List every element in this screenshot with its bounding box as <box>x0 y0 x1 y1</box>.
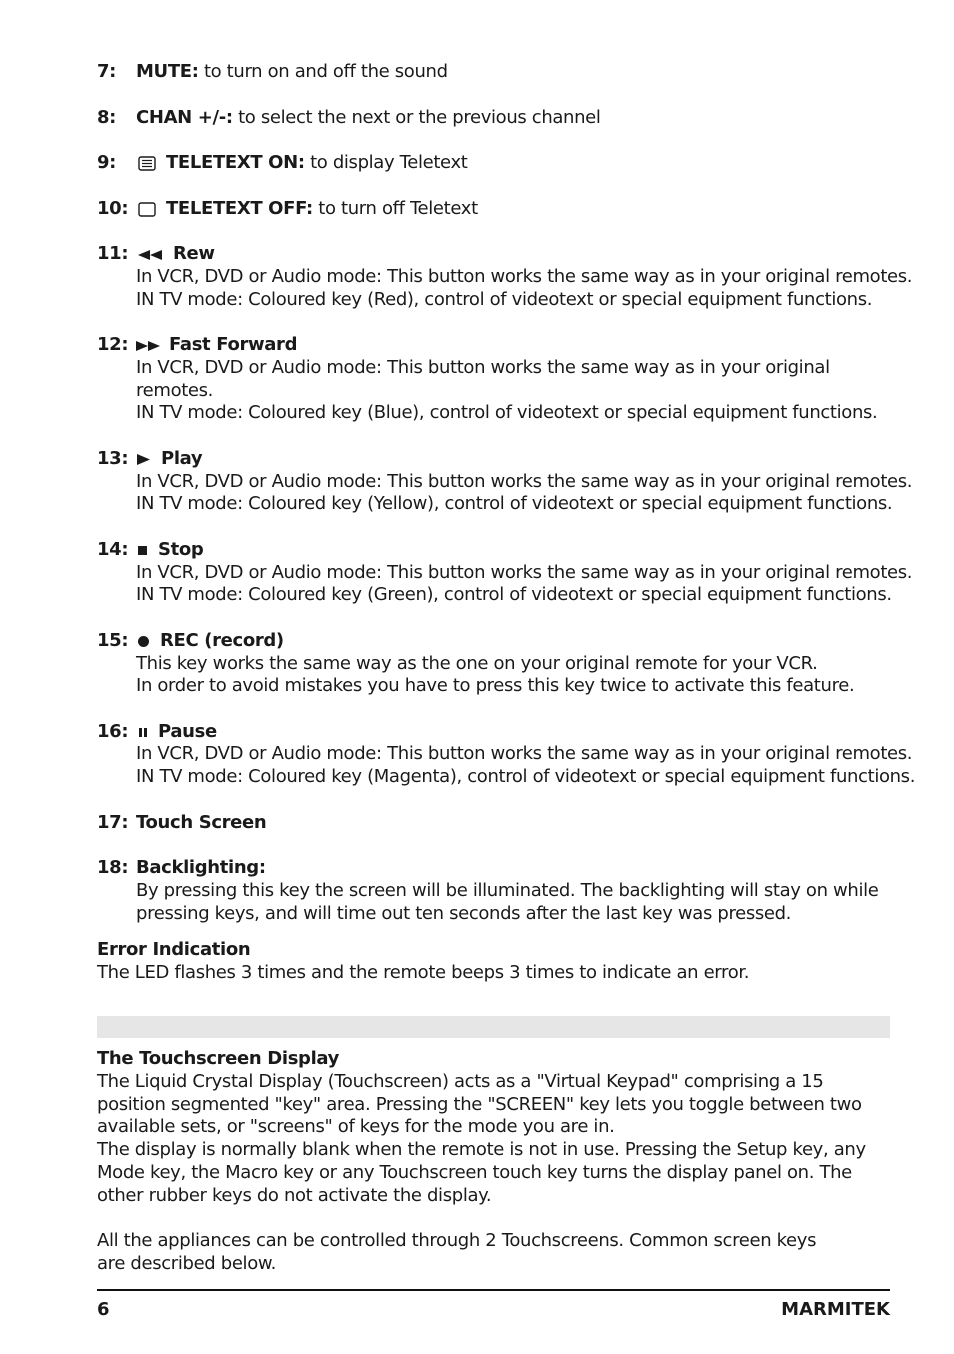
item-number: 8: <box>97 107 117 128</box>
item-desc-line: IN TV mode: Coloured key (Red), control of videotext or special equipment functions. <box>136 289 873 310</box>
item-number: 10: <box>97 198 129 219</box>
item-mute <box>136 61 448 83</box>
item-chan <box>136 107 601 129</box>
error-heading: Error Indication <box>97 939 251 960</box>
item-label: MUTE: <box>136 61 199 82</box>
item-desc-line: This key works the same way as the one on your original remote for your VCR. <box>136 653 818 674</box>
touchscreen-line: are described below. <box>97 1253 276 1274</box>
touchscreen-line: The display is normally blank when the remote is not in use. Pressing the Setup key, any <box>97 1139 866 1160</box>
rewind-icon <box>138 250 164 260</box>
item-number: 18: <box>97 857 129 878</box>
item-number: 7: <box>97 61 117 82</box>
brand-name: MARMITEK <box>781 1299 890 1320</box>
item-desc-line: In order to avoid mistakes you have to press this key twice to activate this feature. <box>136 675 855 696</box>
teletext-on-icon <box>138 156 156 171</box>
section-divider-band <box>97 1016 890 1038</box>
stop-icon <box>138 546 148 556</box>
item-teletext-off <box>166 198 478 220</box>
touchscreen-line: Mode key, the Macro key or any Touchscreen touch key turns the display panel on. The <box>97 1162 852 1183</box>
item-number: 9: <box>97 152 117 173</box>
item-desc-line: In VCR, DVD or Audio mode: This button works the same way as in your original remotes. <box>136 471 913 492</box>
item-label: REC (record) <box>160 630 284 651</box>
item-desc-line: In VCR, DVD or Audio mode: This button works the same way as in your original remotes. <box>136 266 913 287</box>
item-desc-line: By pressing this key the screen will be illuminated. The backlighting will stay on while <box>136 880 879 901</box>
teletext-off-icon <box>138 202 156 217</box>
item-label: Backlighting: <box>136 857 266 878</box>
item-desc-line: IN TV mode: Coloured key (Yellow), control of videotext or special equipment functions. <box>136 493 893 514</box>
pause-icon <box>139 728 149 738</box>
item-label: TELETEXT ON: <box>166 152 305 173</box>
item-label: TELETEXT OFF: <box>166 198 313 219</box>
item-label: Rew <box>173 243 215 264</box>
item-label: Touch Screen <box>136 812 267 833</box>
error-text: The LED flashes 3 times and the remote beeps 3 times to indicate an error. <box>97 962 750 983</box>
touchscreen-heading: The Touchscreen Display <box>97 1048 340 1069</box>
item-number: 14: <box>97 539 129 560</box>
item-number: 12: <box>97 334 129 355</box>
footer-rule <box>97 1289 890 1291</box>
item-text: to display Teletext <box>310 152 468 173</box>
item-label: Stop <box>158 539 204 560</box>
item-label: Pause <box>158 721 217 742</box>
item-number: 17: <box>97 812 129 833</box>
item-number: 16: <box>97 721 129 742</box>
item-label: Play <box>161 448 203 469</box>
touchscreen-line: The Liquid Crystal Display (Touchscreen) acts as a "Virtual Keypad" comprising a 15 <box>97 1071 824 1092</box>
item-text: to turn on and off the sound <box>203 61 448 82</box>
item-number: 11: <box>97 243 129 264</box>
item-desc-line: IN TV mode: Coloured key (Magenta), control of videotext or special equipment functions. <box>136 766 916 787</box>
item-desc-line: In VCR, DVD or Audio mode: This button works the same way as in your original remotes. <box>136 562 913 583</box>
item-text: to select the next or the previous channel <box>238 107 601 128</box>
touchscreen-line: available sets, or "screens" of keys for the mode you are in. <box>97 1116 615 1137</box>
item-desc-line: pressing keys, and will time out ten seconds after the last key was pressed. <box>136 903 792 924</box>
record-icon <box>137 635 150 648</box>
fast-forward-icon <box>136 341 162 351</box>
item-desc-line: IN TV mode: Coloured key (Green), control of videotext or special equipment functions. <box>136 584 892 605</box>
item-desc-line: In VCR, DVD or Audio mode: This button works the same way as in your original remotes. <box>136 743 913 764</box>
touchscreen-line: All the appliances can be controlled through 2 Touchscreens. Common screen keys <box>97 1230 817 1251</box>
touchscreen-line: position segmented "key" area. Pressing the "SCREEN" key lets you toggle between two <box>97 1094 862 1115</box>
item-desc-line: remotes. <box>136 380 214 401</box>
item-desc-line: IN TV mode: Coloured key (Blue), control of videotext or special equipment functions. <box>136 402 878 423</box>
item-text: to turn off Teletext <box>318 198 478 219</box>
page-number: 6 <box>97 1299 110 1320</box>
item-number: 13: <box>97 448 129 469</box>
item-label: Fast Forward <box>169 334 298 355</box>
play-icon <box>137 454 151 465</box>
item-label: CHAN +/-: <box>136 107 233 128</box>
item-desc-line: In VCR, DVD or Audio mode: This button works the same way as in your original <box>136 357 830 378</box>
touchscreen-line: other rubber keys do not activate the display. <box>97 1185 492 1206</box>
item-number: 15: <box>97 630 129 651</box>
item-teletext-on <box>166 152 467 174</box>
